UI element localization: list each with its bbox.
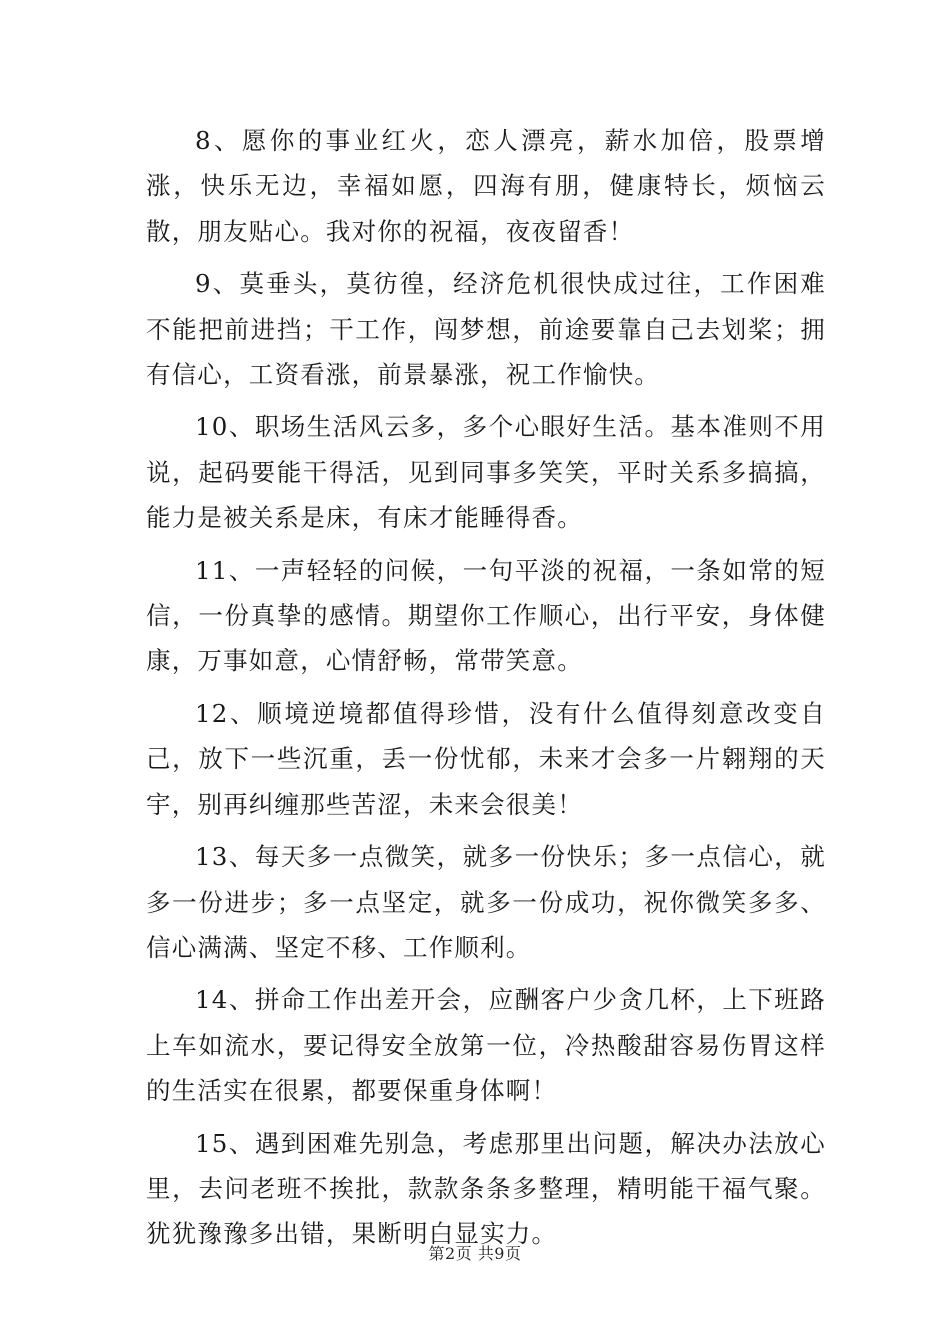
page-number-footer: 第2页 共9页: [428, 1244, 522, 1263]
paragraph-11: 11、一声轻轻的问候，一句平淡的祝福，一条如常的短信，一份真挚的感情。期望你工作顺心，出行平安，身体健康，万事如意，心情舒畅，常带笑意。: [146, 555, 826, 676]
paragraph-12: 12、顺境逆境都值得珍惜，没有什么值得刻意改变自己，放下一些沉重，丢一份忧郁，未来才会多一片翱翔的天宇，别再纠缠那些苦涩，未来会很美！: [146, 698, 826, 819]
paragraph-15: 15、遇到困难先别急，考虑那里出问题，解决办法放心里，去问老班不挨批，款款条条多整理，精明能干福气聚。犹犹豫豫多出错，果断明白显实力。: [146, 1128, 826, 1249]
paragraph-8: 8、愿你的事业红火，恋人漂亮，薪水加倍，股票增涨，快乐无边，幸福如愿，四海有朋，健康特长，烦恼云散，朋友贴心。我对你的祝福，夜夜留香！: [146, 126, 826, 246]
paragraph-10: 10、职场生活风云多，多个心眼好生活。基本准则不用说，起码要能干得活，见到同事多笑笑，平时关系多搞搞，能力是被关系是床，有床才能睡得香。: [146, 412, 826, 533]
paragraph-13: 13、每天多一点微笑，就多一份快乐；多一点信心，就多一份进步；多一点坚定，就多一份成功，祝你微笑多多、信心满满、坚定不移、工作顺利。: [146, 842, 826, 962]
paragraph-14: 14、拼命工作出差开会，应酬客户少贪几杯，上下班路上车如流水，要记得安全放第一位，冷热酸甜容易伤胃这样的生活实在很累，都要保重身体啊！: [146, 985, 826, 1106]
paragraph-9: 9、莫垂头，莫彷徨，经济危机很快成过往，工作困难不能把前进挡；干工作，闯梦想，前途要靠自己去划桨；拥有信心，工资看涨，前景暴涨，祝工作愉快。: [146, 269, 826, 390]
document-body: [146, 118, 826, 1264]
